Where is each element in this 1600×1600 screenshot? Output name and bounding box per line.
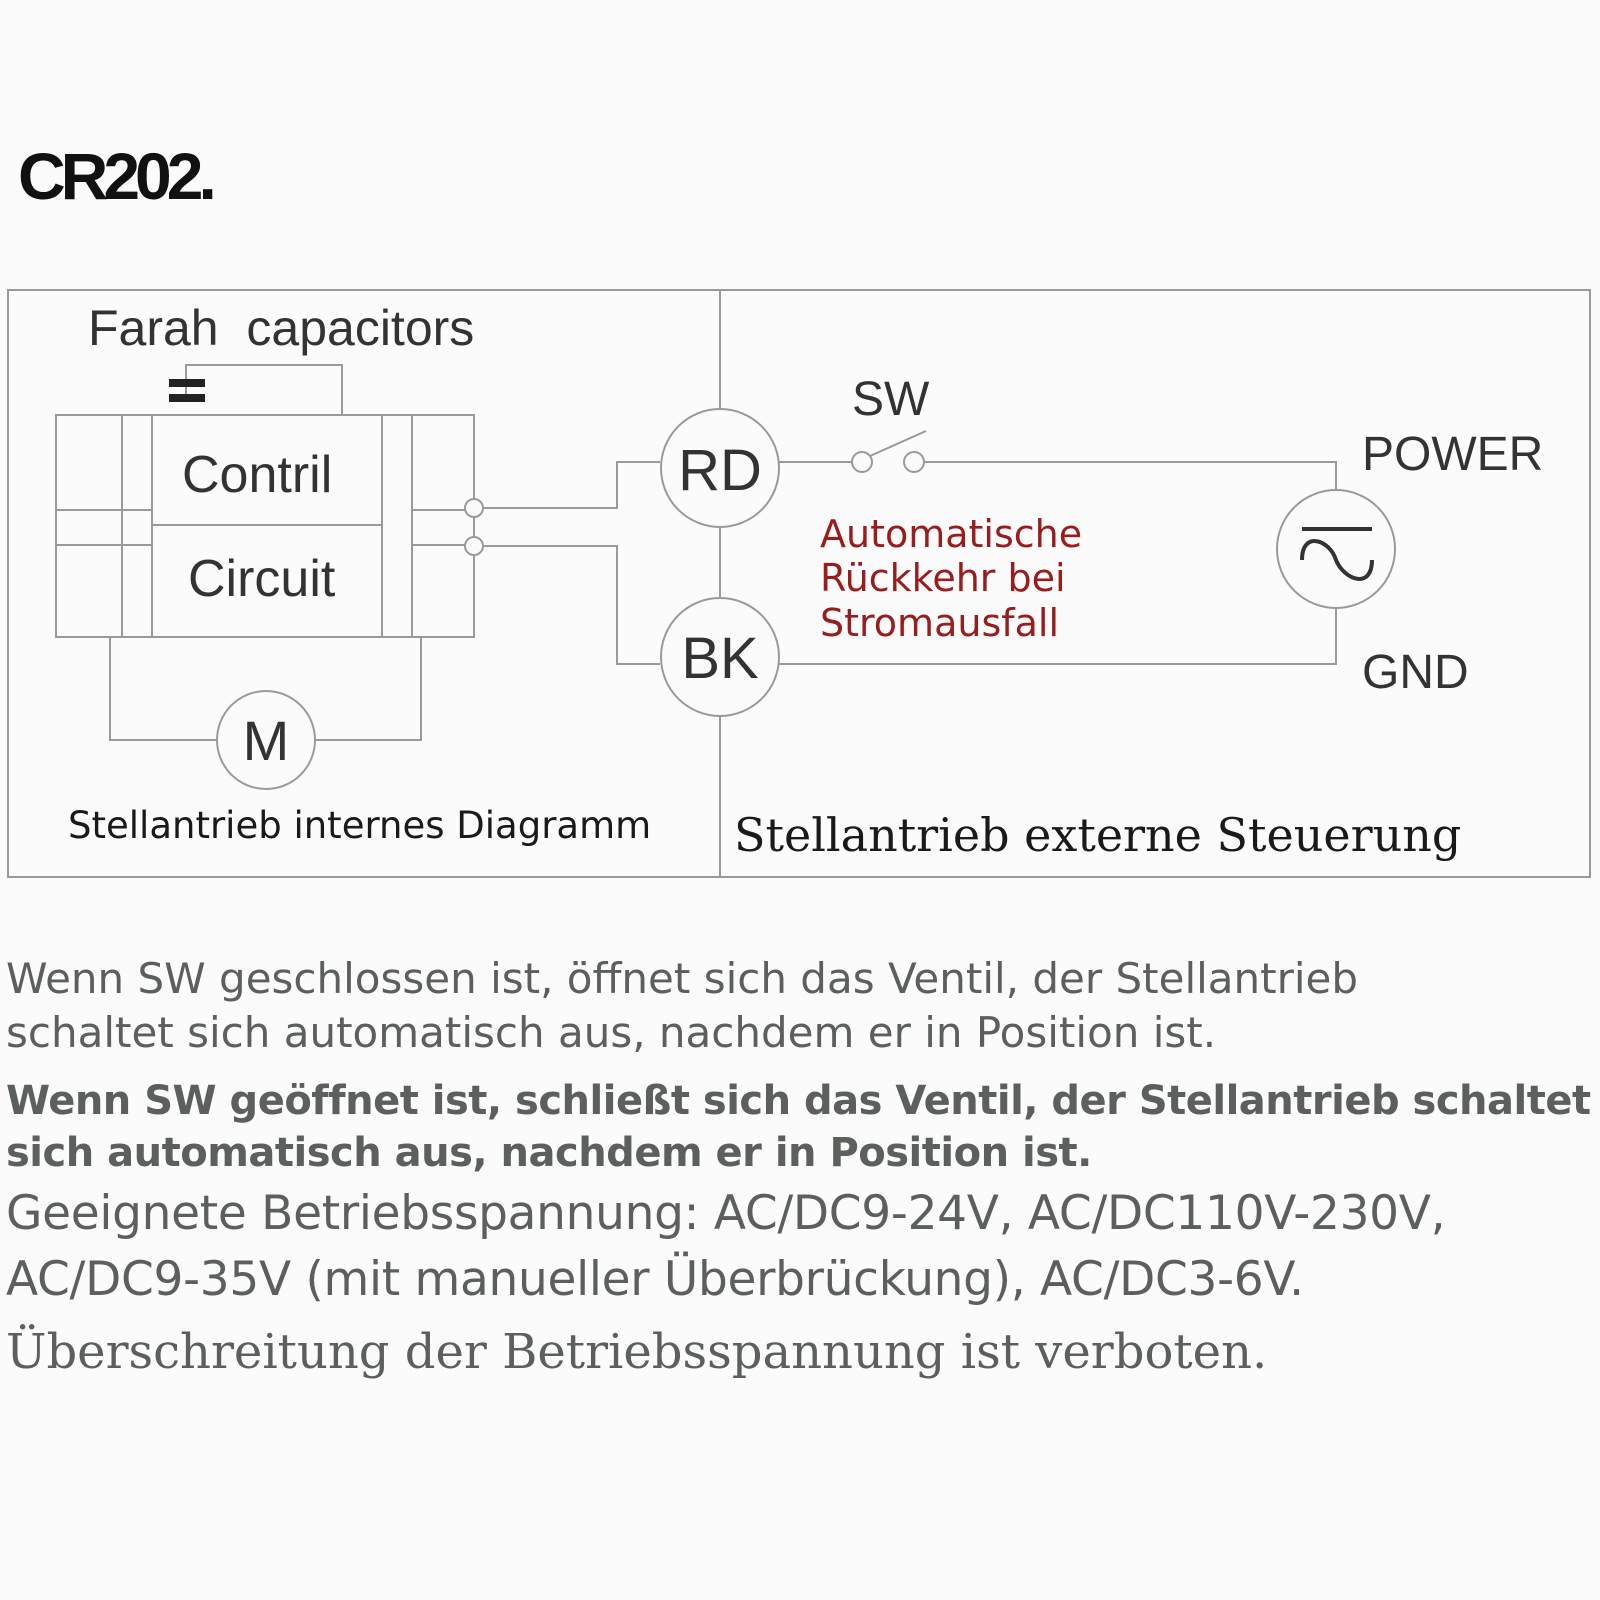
power-fail-note-line1: Automatische xyxy=(820,512,1083,556)
description-closed-line1: Wenn SW geschlossen ist, öffnet sich das Ventil, der Stellantrieb xyxy=(6,954,1359,1003)
power-fail-note-line3: Stromausfall xyxy=(820,601,1060,645)
capacitor-icon xyxy=(169,379,205,387)
power-fail-note-line2: Rückkehr bei xyxy=(820,556,1066,600)
power-label: POWER xyxy=(1362,428,1544,481)
description-open-line1: Wenn SW geöffnet ist, schließt sich das Ventil, der Stellantrieb schaltet xyxy=(6,1078,1591,1124)
description-open-line2: sich automatisch aus, nachdem er in Position ist. xyxy=(6,1130,1092,1176)
description-voltage-line1: Geeignete Betriebsspannung: AC/DC9-24V, AC/DC110V-230V, xyxy=(6,1186,1446,1241)
internal-diagram-caption: Stellantrieb internes Diagramm xyxy=(68,804,652,847)
motor-label: M xyxy=(242,709,290,772)
bk-label: BK xyxy=(681,626,759,691)
description-warning: Überschreitung der Betriebsspannung ist verboten. xyxy=(6,1324,1268,1380)
description-voltage-line2: AC/DC9-35V (mit manueller Überbrückung), AC/DC3-6V. xyxy=(6,1252,1304,1307)
terminal-top xyxy=(465,499,483,517)
control-circuit-line1: Contril xyxy=(182,446,333,504)
description-closed-line2: schaltet sich automatisch aus, nachdem er in Position ist. xyxy=(6,1008,1217,1057)
description-voltage xyxy=(6,1181,1596,1313)
ac-source-icon xyxy=(1277,490,1395,608)
switch-label: SW xyxy=(852,373,930,426)
model-title: CR202. xyxy=(18,139,212,213)
switch-contact-b xyxy=(904,452,924,472)
external-control-caption: Stellantrieb externe Steuerung xyxy=(734,808,1462,862)
rd-label: RD xyxy=(678,438,762,503)
capacitor-label: Farah capacitors xyxy=(88,300,475,356)
description-open xyxy=(6,1075,1596,1179)
terminal-bottom xyxy=(465,537,483,555)
switch-contact-a xyxy=(852,452,872,472)
gnd-label: GND xyxy=(1362,646,1469,699)
control-circuit-line2: Circuit xyxy=(188,550,336,608)
description-closed xyxy=(6,952,1596,1060)
